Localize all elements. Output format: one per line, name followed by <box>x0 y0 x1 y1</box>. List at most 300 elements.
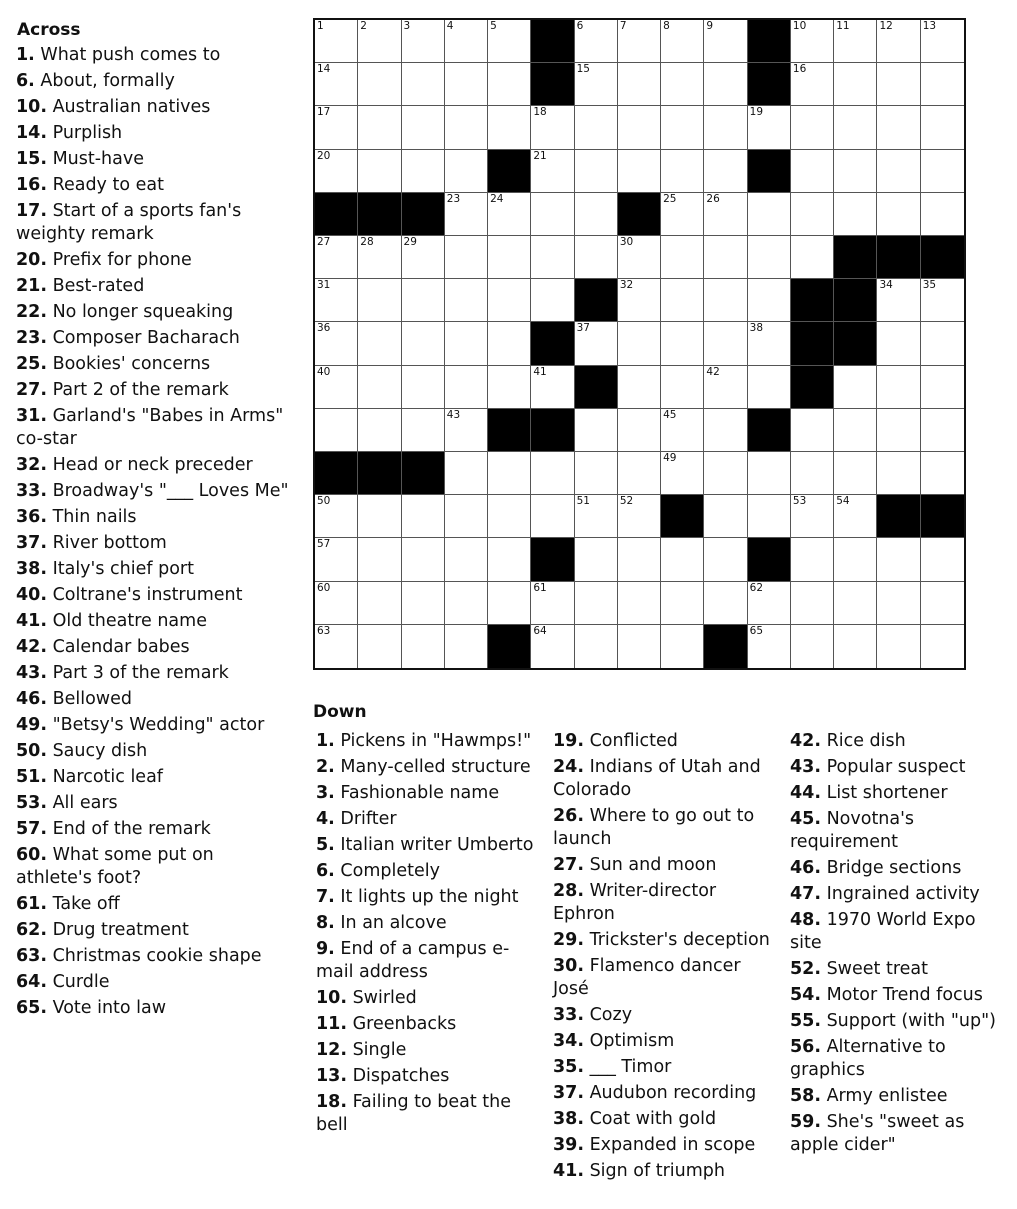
clue-item[interactable] <box>790 756 1012 779</box>
grid-cell[interactable] <box>358 538 401 581</box>
grid-cell[interactable] <box>402 150 445 193</box>
grid-cell[interactable] <box>402 495 445 538</box>
grid-cell[interactable] <box>704 279 747 322</box>
clue-item[interactable] <box>316 1013 541 1036</box>
clue-item[interactable] <box>790 1010 1012 1033</box>
clue-item[interactable] <box>16 584 291 607</box>
clue-item[interactable] <box>16 945 291 968</box>
clue-item[interactable] <box>316 938 541 984</box>
grid-cell[interactable] <box>445 625 488 668</box>
grid-cell[interactable] <box>877 106 920 149</box>
grid-cell[interactable] <box>877 538 920 581</box>
grid-cell[interactable] <box>402 236 445 279</box>
grid-cell[interactable] <box>402 279 445 322</box>
cell-number: 50 <box>317 495 331 508</box>
grid-cell[interactable] <box>618 106 661 149</box>
clue-item[interactable] <box>16 405 291 451</box>
clue-item[interactable] <box>16 919 291 942</box>
clue-item[interactable] <box>16 96 291 119</box>
grid-cell[interactable] <box>575 236 618 279</box>
grid-cell[interactable] <box>661 452 704 495</box>
grid-cell[interactable] <box>791 625 834 668</box>
grid-cell[interactable] <box>877 582 920 625</box>
clue-item[interactable] <box>316 912 541 935</box>
clue-item[interactable] <box>16 44 291 67</box>
grid-cell[interactable] <box>445 495 488 538</box>
clue-item[interactable] <box>316 808 541 831</box>
grid-cell[interactable] <box>358 63 401 106</box>
grid-cell[interactable] <box>877 452 920 495</box>
grid-cell[interactable] <box>877 322 920 365</box>
clue-item[interactable] <box>790 730 1012 753</box>
grid-cell[interactable] <box>704 409 747 452</box>
grid-cell[interactable] <box>834 409 877 452</box>
grid-cell[interactable] <box>402 63 445 106</box>
clue-item[interactable] <box>16 174 291 197</box>
grid-cell[interactable] <box>834 625 877 668</box>
grid-cell[interactable] <box>704 236 747 279</box>
grid-cell[interactable] <box>618 538 661 581</box>
grid-cell[interactable] <box>921 538 964 581</box>
grid-cell[interactable] <box>921 150 964 193</box>
grid-cell[interactable] <box>445 538 488 581</box>
grid-cell[interactable] <box>834 366 877 409</box>
grid-cell[interactable] <box>834 582 877 625</box>
grid-cell[interactable] <box>358 495 401 538</box>
grid-cell[interactable] <box>488 236 531 279</box>
grid-cell[interactable] <box>877 279 920 322</box>
clue-item[interactable] <box>790 808 1012 854</box>
grid-cell[interactable] <box>488 366 531 409</box>
grid-cell[interactable] <box>618 366 661 409</box>
grid-cell[interactable] <box>358 150 401 193</box>
grid-cell[interactable] <box>661 582 704 625</box>
grid-cell[interactable] <box>531 150 574 193</box>
clue-text: Sweet treat <box>821 959 928 979</box>
grid-cell[interactable] <box>921 366 964 409</box>
clue-number: 10. <box>16 97 48 117</box>
clue-item[interactable] <box>16 610 291 633</box>
grid-cell[interactable] <box>618 279 661 322</box>
clue-item[interactable] <box>553 929 775 952</box>
grid-cell[interactable] <box>445 279 488 322</box>
grid-cell[interactable] <box>877 625 920 668</box>
grid-cell[interactable] <box>661 63 704 106</box>
clue-item[interactable] <box>553 955 775 1001</box>
grid-cell[interactable] <box>834 495 877 538</box>
grid-cell[interactable] <box>618 409 661 452</box>
grid-cell[interactable] <box>877 20 920 63</box>
grid-cell[interactable] <box>704 495 747 538</box>
grid-cell[interactable] <box>748 236 791 279</box>
clue-item[interactable] <box>316 987 541 1010</box>
grid-cell[interactable] <box>704 538 747 581</box>
grid-cell[interactable] <box>877 150 920 193</box>
grid-cell[interactable] <box>704 366 747 409</box>
grid-cell[interactable] <box>402 625 445 668</box>
grid-cell[interactable] <box>921 452 964 495</box>
clue-item[interactable] <box>16 532 291 555</box>
grid-cell[interactable] <box>791 409 834 452</box>
grid-cell[interactable] <box>661 106 704 149</box>
grid-cell[interactable] <box>834 193 877 236</box>
grid-cell[interactable] <box>402 322 445 365</box>
grid-block <box>661 495 704 538</box>
grid-cell[interactable] <box>791 193 834 236</box>
grid-cell[interactable] <box>834 20 877 63</box>
grid-cell[interactable] <box>575 106 618 149</box>
grid-cell[interactable] <box>488 193 531 236</box>
grid-cell[interactable] <box>791 20 834 63</box>
clue-item[interactable] <box>16 636 291 659</box>
clue-number: 42. <box>16 637 48 657</box>
grid-cell[interactable] <box>488 452 531 495</box>
grid-cell[interactable] <box>575 322 618 365</box>
clue-text: No longer squeaking <box>47 302 234 322</box>
grid-cell[interactable] <box>531 279 574 322</box>
clue-item[interactable] <box>553 1160 775 1183</box>
grid-cell[interactable] <box>704 452 747 495</box>
grid-cell[interactable] <box>402 409 445 452</box>
clue-item[interactable] <box>316 886 541 909</box>
grid-block <box>402 193 445 236</box>
clue-text: Trickster's deception <box>584 930 770 950</box>
clue-item[interactable] <box>790 984 1012 1007</box>
grid-cell[interactable] <box>315 366 358 409</box>
grid-cell[interactable] <box>618 495 661 538</box>
grid-cell[interactable] <box>445 582 488 625</box>
clue-item[interactable] <box>16 301 291 324</box>
grid-cell[interactable] <box>618 236 661 279</box>
grid-cell[interactable] <box>315 106 358 149</box>
clue-item[interactable] <box>16 327 291 350</box>
clue-item[interactable] <box>790 883 1012 906</box>
grid-cell[interactable] <box>791 106 834 149</box>
grid-cell[interactable] <box>661 279 704 322</box>
clue-item[interactable] <box>790 1085 1012 1108</box>
clue-item[interactable] <box>16 818 291 841</box>
clue-item[interactable] <box>316 1065 541 1088</box>
grid-cell[interactable] <box>531 582 574 625</box>
clue-item[interactable] <box>790 1111 1012 1157</box>
clue-item[interactable] <box>16 792 291 815</box>
grid-cell[interactable] <box>488 106 531 149</box>
clue-item[interactable] <box>16 200 291 246</box>
grid-cell[interactable] <box>661 409 704 452</box>
grid-cell[interactable] <box>445 63 488 106</box>
clue-item[interactable] <box>316 730 541 753</box>
grid-cell[interactable] <box>834 106 877 149</box>
grid-cell[interactable] <box>402 366 445 409</box>
grid-cell[interactable] <box>575 538 618 581</box>
grid-cell[interactable] <box>402 582 445 625</box>
clue-item[interactable] <box>16 122 291 145</box>
grid-cell[interactable] <box>315 322 358 365</box>
grid-cell[interactable] <box>445 150 488 193</box>
cell-number: 27 <box>317 236 331 248</box>
grid-cell[interactable] <box>791 236 834 279</box>
grid-cell[interactable] <box>488 538 531 581</box>
grid-cell[interactable] <box>661 236 704 279</box>
grid-cell[interactable] <box>402 20 445 63</box>
grid-cell[interactable] <box>618 452 661 495</box>
grid-cell[interactable] <box>575 150 618 193</box>
grid-cell[interactable] <box>402 106 445 149</box>
grid-cell[interactable] <box>315 538 358 581</box>
grid-cell[interactable] <box>921 63 964 106</box>
grid-cell[interactable] <box>618 150 661 193</box>
grid-cell[interactable] <box>748 625 791 668</box>
grid-cell[interactable] <box>834 150 877 193</box>
clue-item[interactable] <box>16 148 291 171</box>
clue-item[interactable] <box>16 480 291 503</box>
clue-item[interactable] <box>16 893 291 916</box>
clue-number: 26. <box>553 806 585 826</box>
grid-cell[interactable] <box>921 279 964 322</box>
clue-item[interactable] <box>16 506 291 529</box>
grid-cell[interactable] <box>358 409 401 452</box>
grid-cell[interactable] <box>704 582 747 625</box>
grid-cell[interactable] <box>531 625 574 668</box>
grid-cell[interactable] <box>315 495 358 538</box>
grid-cell[interactable] <box>358 20 401 63</box>
clue-item[interactable] <box>316 782 541 805</box>
grid-cell[interactable] <box>445 409 488 452</box>
grid-cell[interactable] <box>531 366 574 409</box>
grid-cell[interactable] <box>877 409 920 452</box>
grid-cell[interactable] <box>575 20 618 63</box>
grid-cell[interactable] <box>791 495 834 538</box>
clue-item[interactable] <box>553 1108 775 1131</box>
grid-cell[interactable] <box>488 63 531 106</box>
grid-cell[interactable] <box>661 322 704 365</box>
clue-item[interactable] <box>553 1056 775 1079</box>
clue-text: Cozy <box>584 1005 633 1025</box>
cell-number: 65 <box>749 624 764 637</box>
grid-cell[interactable] <box>834 63 877 106</box>
grid-cell[interactable] <box>358 322 401 365</box>
grid-cell[interactable] <box>358 279 401 322</box>
grid-cell[interactable] <box>575 452 618 495</box>
clue-item[interactable] <box>790 857 1012 880</box>
grid-cell[interactable] <box>575 63 618 106</box>
grid-cell[interactable] <box>531 452 574 495</box>
grid-cell[interactable] <box>618 20 661 63</box>
clue-item[interactable] <box>16 714 291 737</box>
clue-number: 14. <box>16 123 48 143</box>
clue-item[interactable] <box>16 766 291 789</box>
grid-cell[interactable] <box>488 582 531 625</box>
grid-cell[interactable] <box>531 236 574 279</box>
grid-cell[interactable] <box>661 20 704 63</box>
grid-cell[interactable] <box>921 625 964 668</box>
clue-item[interactable] <box>553 1134 775 1157</box>
grid-cell[interactable] <box>488 495 531 538</box>
grid-cell[interactable] <box>531 193 574 236</box>
grid-cell[interactable] <box>618 625 661 668</box>
grid-cell[interactable] <box>704 150 747 193</box>
grid-cell[interactable] <box>358 625 401 668</box>
clue-item[interactable] <box>16 454 291 477</box>
grid-cell[interactable] <box>315 625 358 668</box>
grid-cell[interactable] <box>748 582 791 625</box>
cell-number: 49 <box>663 452 677 464</box>
grid-cell[interactable] <box>315 582 358 625</box>
grid-cell[interactable] <box>575 409 618 452</box>
clue-text: Bridge sections <box>821 858 962 878</box>
clue-item[interactable] <box>790 909 1012 955</box>
grid-cell[interactable] <box>661 150 704 193</box>
cell-number: 35 <box>922 279 937 292</box>
grid-block <box>531 409 574 452</box>
grid-cell[interactable] <box>748 452 791 495</box>
grid-cell[interactable] <box>358 106 401 149</box>
grid-cell[interactable] <box>488 322 531 365</box>
clue-item[interactable] <box>553 730 775 753</box>
clue-item[interactable] <box>316 834 541 857</box>
grid-cell[interactable] <box>618 322 661 365</box>
grid-cell[interactable] <box>704 63 747 106</box>
clue-item[interactable] <box>553 1004 775 1027</box>
grid-cell[interactable] <box>402 538 445 581</box>
grid-cell[interactable] <box>445 106 488 149</box>
grid-cell[interactable] <box>445 193 488 236</box>
grid-cell[interactable] <box>748 106 791 149</box>
grid-cell[interactable] <box>531 106 574 149</box>
grid-cell[interactable] <box>921 106 964 149</box>
grid-cell[interactable] <box>704 322 747 365</box>
clue-item[interactable] <box>16 688 291 711</box>
clue-item[interactable] <box>16 558 291 581</box>
grid-block <box>748 150 791 193</box>
clue-item[interactable] <box>316 756 541 779</box>
clue-item[interactable] <box>16 275 291 298</box>
grid-cell[interactable] <box>315 279 358 322</box>
clue-text: Best-rated <box>47 276 145 296</box>
clue-item[interactable] <box>16 844 291 890</box>
clue-item[interactable] <box>16 740 291 763</box>
clue-text: Fashionable name <box>334 783 500 803</box>
grid-block <box>531 20 574 63</box>
grid-cell[interactable] <box>791 538 834 581</box>
grid-cell[interactable] <box>877 63 920 106</box>
grid-cell[interactable] <box>791 150 834 193</box>
clue-item[interactable] <box>316 1091 541 1137</box>
cell-number: 36 <box>317 322 331 335</box>
grid-cell[interactable] <box>315 20 358 63</box>
clue-item[interactable] <box>790 782 1012 805</box>
clue-number: 61. <box>16 894 48 914</box>
clue-item[interactable] <box>790 1036 1012 1082</box>
clue-item[interactable] <box>316 1039 541 1062</box>
grid-block <box>834 322 877 365</box>
grid-cell[interactable] <box>358 582 401 625</box>
grid-cell[interactable] <box>748 193 791 236</box>
grid-cell[interactable] <box>704 106 747 149</box>
grid-cell[interactable] <box>791 452 834 495</box>
grid-cell[interactable] <box>748 279 791 322</box>
grid-cell[interactable] <box>661 625 704 668</box>
clue-item[interactable] <box>553 1030 775 1053</box>
grid-cell[interactable] <box>575 495 618 538</box>
clue-item[interactable] <box>553 1082 775 1105</box>
clue-text: Christmas cookie shape <box>47 946 262 966</box>
grid-cell[interactable] <box>748 495 791 538</box>
clue-item[interactable] <box>16 662 291 685</box>
grid-cell[interactable] <box>315 150 358 193</box>
clue-text: Ready to eat <box>47 175 164 195</box>
grid-block <box>704 625 747 668</box>
clue-item[interactable] <box>553 880 775 926</box>
grid-cell[interactable] <box>834 452 877 495</box>
grid-cell[interactable] <box>791 63 834 106</box>
grid-cell[interactable] <box>445 236 488 279</box>
grid-cell[interactable] <box>877 193 920 236</box>
grid-cell[interactable] <box>921 20 964 63</box>
grid-cell[interactable] <box>445 322 488 365</box>
grid-cell[interactable] <box>488 20 531 63</box>
grid-cell[interactable] <box>921 409 964 452</box>
clue-item[interactable] <box>16 249 291 272</box>
grid-cell[interactable] <box>575 625 618 668</box>
grid-cell[interactable] <box>531 495 574 538</box>
clue-item[interactable] <box>16 379 291 402</box>
grid-cell[interactable] <box>661 366 704 409</box>
grid-cell[interactable] <box>921 193 964 236</box>
clue-item[interactable] <box>16 971 291 994</box>
grid-cell[interactable] <box>704 20 747 63</box>
cell-number: 25 <box>663 192 677 205</box>
clue-item[interactable] <box>16 70 291 93</box>
grid-cell[interactable] <box>445 366 488 409</box>
grid-cell[interactable] <box>315 236 358 279</box>
grid-cell[interactable] <box>445 20 488 63</box>
clue-item[interactable] <box>790 958 1012 981</box>
grid-cell[interactable] <box>661 193 704 236</box>
clue-item[interactable] <box>553 756 775 802</box>
clue-number: 19. <box>553 731 585 751</box>
grid-cell[interactable] <box>315 63 358 106</box>
grid-cell[interactable] <box>358 236 401 279</box>
clue-item[interactable] <box>553 854 775 877</box>
clue-item[interactable] <box>16 353 291 376</box>
clue-text: Expanded in scope <box>584 1135 756 1155</box>
clue-item[interactable] <box>553 805 775 851</box>
grid-cell[interactable] <box>618 582 661 625</box>
grid-cell[interactable] <box>704 193 747 236</box>
grid-cell[interactable] <box>921 582 964 625</box>
grid-cell[interactable] <box>618 63 661 106</box>
grid-cell[interactable] <box>445 452 488 495</box>
grid-cell[interactable] <box>877 366 920 409</box>
grid-cell[interactable] <box>791 582 834 625</box>
grid-cell[interactable] <box>575 193 618 236</box>
grid-cell[interactable] <box>748 322 791 365</box>
grid-cell[interactable] <box>748 366 791 409</box>
grid-cell[interactable] <box>661 538 704 581</box>
grid-cell[interactable] <box>488 279 531 322</box>
grid-cell[interactable] <box>575 582 618 625</box>
grid-cell[interactable] <box>358 366 401 409</box>
clue-item[interactable] <box>16 997 291 1020</box>
clue-number: 52. <box>790 959 822 979</box>
clue-item[interactable] <box>316 860 541 883</box>
grid-cell[interactable] <box>921 322 964 365</box>
clue-text: Prefix for phone <box>47 250 192 270</box>
grid-cell[interactable] <box>834 538 877 581</box>
grid-cell[interactable] <box>315 409 358 452</box>
cell-number: 11 <box>836 20 850 32</box>
